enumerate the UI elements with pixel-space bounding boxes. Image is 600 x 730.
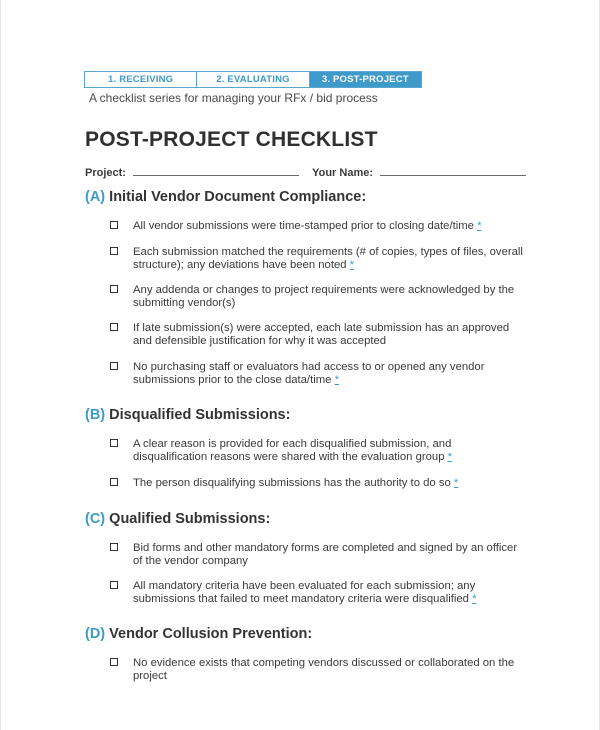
step-receiving: 1. RECEIVING <box>108 74 174 85</box>
footnote-star[interactable]: * <box>477 220 482 232</box>
checkbox[interactable] <box>110 439 118 447</box>
section-a-heading <box>85 189 366 205</box>
checkbox[interactable] <box>110 658 118 666</box>
step-post-project: 3. POST-PROJECT <box>309 72 421 87</box>
your-name-field-line[interactable] <box>380 166 526 176</box>
item-text: No purchasing staff or evaluators had access to or opened any vendor submissions prior to the close data/time <box>133 361 485 386</box>
section-b-letter: (B) <box>85 407 106 423</box>
section-b-title: Disqualified Submissions: <box>109 407 291 423</box>
section-d-letter: (D) <box>85 626 106 642</box>
project-label: Project: <box>85 167 126 179</box>
form-fields <box>85 166 526 179</box>
section-c-letter: (C) <box>85 511 106 527</box>
section-d-heading <box>85 626 312 642</box>
section-a-letter: (A) <box>85 189 106 205</box>
checkbox[interactable] <box>110 221 118 229</box>
checkbox[interactable] <box>110 285 118 293</box>
checkbox[interactable] <box>110 543 118 551</box>
checkbox[interactable] <box>110 581 118 589</box>
project-field-line[interactable] <box>133 166 299 176</box>
checkbox[interactable] <box>110 478 118 486</box>
footnote-star[interactable]: * <box>453 477 459 489</box>
item-text: All mandatory criteria have been evaluated for each submission; any submissions that failed to meet mandatory criteria were disqualified <box>133 580 476 605</box>
process-steps <box>84 71 422 88</box>
footnote-star[interactable]: * <box>349 259 355 271</box>
section-a-title: Initial Vendor Document Compliance: <box>109 189 367 205</box>
item-text: If late submission(s) were accepted, each late submission has an approved and defensible justification for why it was accepted <box>133 322 510 347</box>
footnote-star[interactable]: * <box>447 451 453 463</box>
section-c-title: Qualified Submissions: <box>109 511 271 527</box>
section-d-title: Vendor Collusion Prevention: <box>109 626 313 642</box>
footnote-star[interactable]: * <box>334 374 339 386</box>
footnote-star[interactable]: * <box>472 593 477 605</box>
item-text: Bid forms and other mandatory forms are completed and signed by an officer of the vendor company <box>133 542 518 567</box>
checkbox[interactable] <box>110 362 118 370</box>
subtitle: A checklist series for managing your RFx / bid process <box>89 91 378 105</box>
section-c-heading <box>85 511 270 527</box>
item-text: A clear reason is provided for each disqualified submission, and disqualification reasons were shared with the evaluation group <box>133 438 452 463</box>
page-title: POST-PROJECT CHECKLIST <box>85 128 378 151</box>
item-text: Any addenda or changes to project requirements were acknowledged by the submitting vendor(s) <box>133 284 515 309</box>
section-b-heading <box>85 407 290 423</box>
your-name-label: Your Name: <box>312 167 374 179</box>
item-text: The person disqualifying submissions has the authority to do so <box>133 477 451 489</box>
checkbox[interactable] <box>110 323 118 331</box>
item-text: All vendor submissions were time-stamped prior to closing date/time <box>133 220 474 232</box>
item-text: No evidence exists that competing vendors discussed or collaborated on the project <box>133 657 515 682</box>
step-evaluating: 2. EVALUATING <box>196 72 308 87</box>
checkbox[interactable] <box>110 247 118 255</box>
item-text: Each submission matched the requirements (# of copies, types of files, overall structure); any deviations have been noted <box>133 246 523 271</box>
